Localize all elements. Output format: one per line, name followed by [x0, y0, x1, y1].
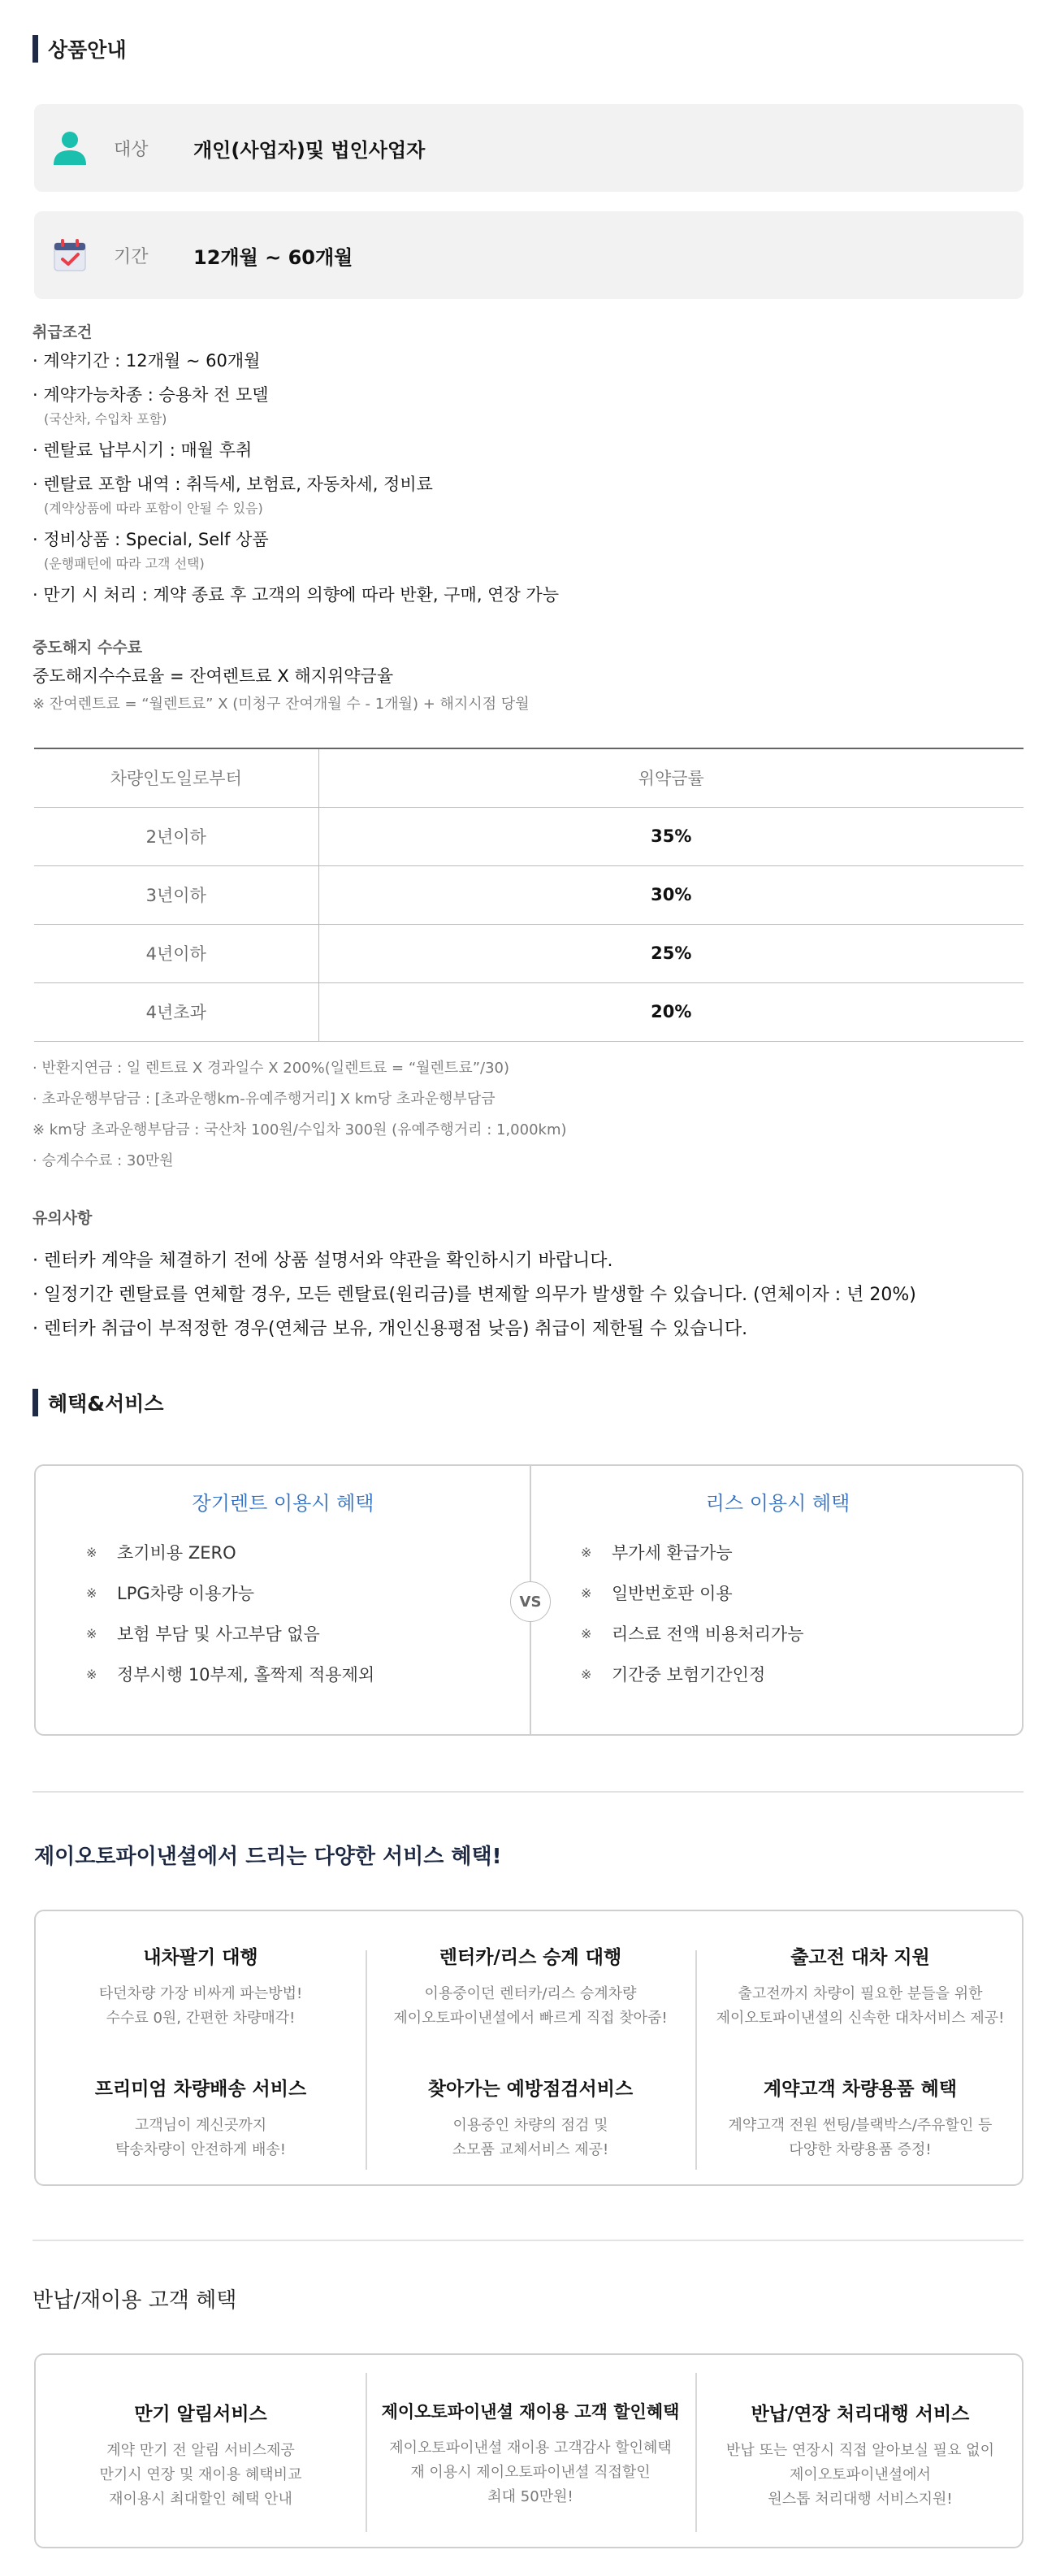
table-header: 차량인도일로부터 [34, 748, 318, 807]
divider [32, 1791, 1024, 1793]
section-title-text: 혜택&서비스 [48, 1392, 164, 1416]
services-card-box [34, 1910, 1024, 2186]
service-card-desc: 다양한 차량용품 증정! [789, 2141, 932, 2158]
return-card [366, 2399, 695, 2509]
return-card [695, 2399, 1025, 2512]
reference-mark: ※ [581, 1585, 592, 1601]
service-card-title: 렌터카/리스 승계 대행 [439, 1947, 622, 1968]
table-header: 위약금률 [318, 748, 1024, 807]
service-card-desc: 계약고객 전원 썬팅/블랙박스/주유할인 등 [728, 2117, 993, 2134]
person-icon [50, 128, 89, 167]
conditions-heading: 취급조건 [32, 323, 93, 341]
return-card-desc: 반납 또는 연장시 직접 알아보실 필요 없이 [726, 2442, 994, 2459]
cautions-heading: 유의사항 [32, 1209, 93, 1227]
table-row [34, 865, 1024, 924]
termination-heading: 중도해지 수수료 [32, 639, 143, 657]
service-card-title: 내차팔기 대행 [143, 1947, 258, 1968]
rent-benefits-list [86, 1541, 374, 1703]
vs-badge: VS [510, 1581, 551, 1622]
condition-item: · 렌탈료 포함 내역 : 취득세, 보험료, 자동차세, 정비료 [32, 475, 433, 494]
target-box [34, 104, 1024, 192]
list-item [86, 1663, 374, 1703]
return-card-desc: 재이용시 최대할인 혜택 안내 [109, 2491, 292, 2508]
list-item [581, 1581, 804, 1622]
return-card-desc: 제이오토파이낸셜 재이용 고객감사 할인혜택 [389, 2439, 672, 2457]
table-row [34, 807, 1024, 865]
divider [32, 2240, 1024, 2241]
table-cell: 4년초과 [34, 982, 318, 1041]
caution-item: · 일정기간 렌탈료를 연체할 경우, 모든 렌탈료(원리금)를 변제할 의무가 발생할 수 있습니다. (연체이자 : 년 20%) [32, 1285, 916, 1305]
condition-item: · 계약기간 : 12개월 ~ 60개월 [32, 351, 261, 371]
product-section-title [32, 33, 127, 65]
lease-benefits-list [581, 1541, 804, 1703]
section-title-text: 상품안내 [48, 38, 127, 62]
fee-note: · 초과운행부담금 : [초과운행km-유예주행거리] X km당 초과운행부담금 [32, 1091, 496, 1108]
service-card-desc: 출고전까지 차량이 필요한 분들을 위한 [738, 1985, 983, 2002]
service-card [36, 2074, 366, 2162]
benefit-text: 리스료 전액 비용처리가능 [612, 1624, 804, 1644]
service-card-desc: 고객님이 계신곳까지 [134, 2117, 267, 2134]
condition-item: · 렌탈료 납부시기 : 매월 후취 [32, 440, 253, 460]
table-row [34, 924, 1024, 982]
list-item [86, 1622, 374, 1663]
table-row [34, 982, 1024, 1041]
fee-note: · 반환지연금 : 일 렌트료 X 경과일수 X 200%(일렌트료 = “월렌트료”/30) [32, 1060, 510, 1077]
list-item [581, 1622, 804, 1663]
condition-note: (국산차, 수입차 포함) [44, 411, 167, 427]
benefit-text: 부가세 환급가능 [612, 1543, 733, 1563]
service-card-desc: 수수료 0원, 간편한 차량매각! [106, 2010, 296, 2027]
return-card-title: 제이오토파이낸셜 재이용 고객 할인혜택 [381, 2402, 680, 2422]
return-card-desc: 원스톱 처리대행 서비스지원! [768, 2491, 953, 2508]
service-card-desc: 소모품 교체서비스 제공! [452, 2141, 609, 2158]
lease-benefits [530, 1466, 1025, 1734]
benefit-compare-box [34, 1464, 1024, 1736]
return-card-desc: 제이오토파이낸셜에서 [790, 2466, 931, 2483]
service-card [366, 2074, 695, 2162]
return-card-desc: 계약 만기 전 알림 서비스제공 [106, 2442, 295, 2459]
reference-mark: ※ [581, 1667, 592, 1682]
service-card-desc: 타던차량 가장 비싸게 파는방법! [98, 1985, 303, 2002]
benefits-section-title [32, 1386, 164, 1419]
period-label: 기간 [114, 246, 149, 267]
fee-note: · 승계수수료 : 30만원 [32, 1152, 174, 1169]
reference-mark: ※ [86, 1585, 97, 1601]
service-card-desc: 제이오토파이낸셜의 신속한 대차서비스 제공! [716, 2010, 1005, 2027]
list-item [86, 1581, 374, 1622]
return-card-desc: 재 이용시 제이오토파이낸셜 직접할인 [410, 2464, 651, 2481]
table-cell: 35% [318, 807, 1024, 865]
service-card-title: 계약고객 차량용품 혜택 [763, 2079, 958, 2100]
service-card-desc: 이용중이던 렌터카/리스 승계차량 [424, 1985, 637, 2002]
target-value: 개인(사업자)및 법인사업자 [193, 138, 426, 162]
condition-note: (운행패턴에 따라 고객 선택) [44, 556, 205, 571]
condition-item: · 계약가능차종 : 승용차 전 모델 [32, 385, 269, 405]
return-card-desc: 최대 50만원! [487, 2488, 573, 2505]
lease-benefits-title: 리스 이용시 혜택 [705, 1492, 850, 1515]
rent-benefits-title: 장기렌트 이용시 혜택 [192, 1492, 374, 1515]
condition-item: · 만기 시 처리 : 계약 종료 후 고객의 의향에 따라 반환, 구매, 연장 가능 [32, 585, 559, 605]
fee-note: ※ km당 초과운행부담금 : 국산차 100원/수입차 300원 (유예주행거리 : 1,000km) [32, 1121, 567, 1138]
benefit-text: 초기비용 ZERO [117, 1543, 236, 1563]
return-heading: 반납/재이용 고객 혜택 [32, 2288, 237, 2313]
return-card-title: 반납/연장 처리대행 서비스 [751, 2404, 970, 2425]
period-value: 12개월 ~ 60개월 [193, 245, 353, 269]
service-card-title: 프리미엄 차량배송 서비스 [94, 2079, 307, 2100]
list-item [86, 1541, 374, 1581]
benefit-text: LPG차량 이용가능 [117, 1584, 255, 1603]
reference-mark: ※ [86, 1626, 97, 1641]
condition-note: (계약상품에 따라 포함이 안될 수 있음) [44, 501, 263, 516]
termination-formula-note: ※ 잔여렌트료 = “월렌트료” X (미청구 잔여개월 수 - 1개월) + 해지시점 당월 [32, 696, 530, 713]
table-cell: 25% [318, 924, 1024, 982]
table-cell: 4년이하 [34, 924, 318, 982]
service-card [366, 1942, 695, 2031]
calendar-icon [50, 236, 89, 275]
target-label: 대상 [114, 139, 149, 160]
service-card-desc: 이용중인 차량의 점검 및 [452, 2117, 608, 2134]
table-cell: 20% [318, 982, 1024, 1041]
caution-item: · 렌터카 계약을 체결하기 전에 상품 설명서와 약관을 확인하시기 바랍니다. [32, 1251, 613, 1271]
service-card-desc: 제이오토파이낸셜에서 빠르게 직접 찾아줌! [393, 2010, 668, 2027]
service-card-title: 출고전 대차 지원 [790, 1947, 930, 1968]
reference-mark: ※ [581, 1545, 592, 1560]
return-card-box [34, 2353, 1024, 2548]
termination-formula: 중도해지수수료율 = 잔여렌트료 X 해지위약금율 [32, 666, 394, 686]
return-card [36, 2399, 366, 2512]
condition-item: · 정비상품 : Special, Self 상품 [32, 530, 269, 549]
reference-mark: ※ [581, 1626, 592, 1641]
service-card-desc: 탁송차량이 안전하게 배송! [115, 2141, 286, 2158]
benefit-text: 정부시행 10부제, 홀짝제 적용제외 [117, 1665, 375, 1685]
table-cell: 30% [318, 865, 1024, 924]
penalty-table [34, 748, 1024, 1042]
benefit-text: 일반번호판 이용 [612, 1584, 733, 1603]
rent-benefits [36, 1466, 530, 1734]
list-item [581, 1541, 804, 1581]
reference-mark: ※ [86, 1545, 97, 1560]
services-heading: 제이오토파이낸셜에서 드리는 다양한 서비스 혜택! [34, 1845, 502, 1869]
reference-mark: ※ [86, 1667, 97, 1682]
benefit-text: 기간중 보험기간인정 [612, 1665, 766, 1685]
list-item [581, 1663, 804, 1703]
table-header-row [34, 748, 1024, 807]
table-cell: 3년이하 [34, 865, 318, 924]
service-card-title: 찾아가는 예방점검서비스 [427, 2079, 634, 2100]
service-card [36, 1942, 366, 2031]
title-bar [32, 35, 38, 63]
return-card-desc: 만기시 연장 및 재이용 혜택비교 [99, 2466, 302, 2483]
title-bar [32, 1389, 38, 1416]
period-box [34, 211, 1024, 299]
service-card [695, 1942, 1025, 2031]
benefit-text: 보험 부담 및 사고부담 없음 [117, 1624, 320, 1644]
service-card [695, 2074, 1025, 2162]
return-card-title: 만기 알림서비스 [134, 2404, 267, 2425]
table-cell: 2년이하 [34, 807, 318, 865]
caution-item: · 렌터카 취급이 부적정한 경우(연체금 보유, 개인신용평점 낮음) 취급이 제한될 수 있습니다. [32, 1319, 748, 1339]
